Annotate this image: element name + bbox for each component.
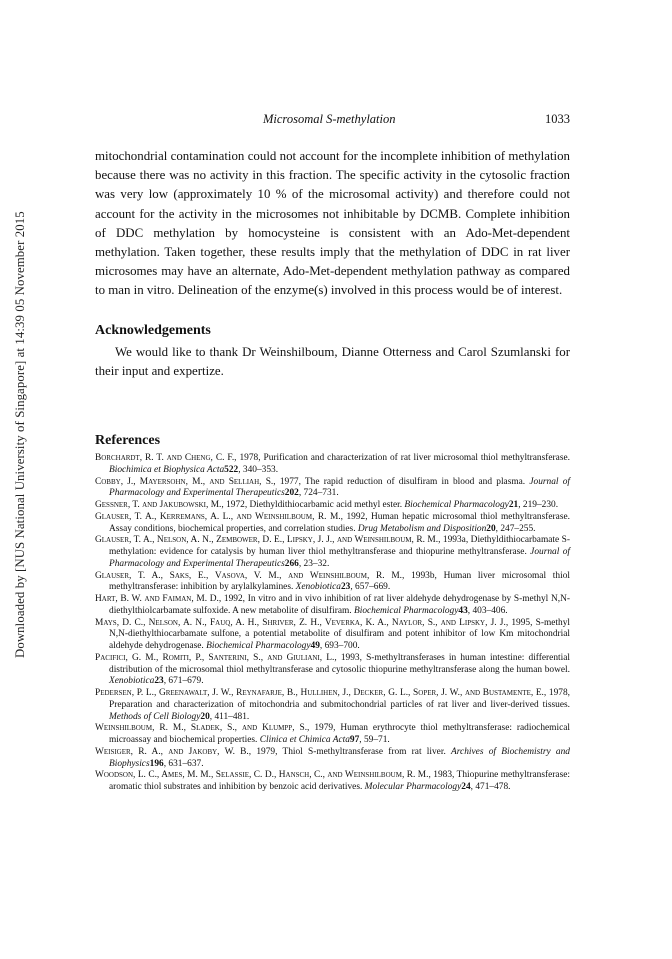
reference-title: , 1992, Human hepatic microsomal thiol methyltransferase. Assay conditions, biochemical properties, and correlation studies. [109,511,570,534]
reference-item [95,453,570,477]
reference-pages: , 23–32. [298,558,330,569]
reference-pages: , 403–406. [467,605,508,616]
reference-volume: 24 [461,782,471,792]
reference-item [95,653,570,688]
reference-item [95,747,570,771]
reference-authors: Mays, D. C., Nelson, A. N., Fauq, A. H., Shriver, Z. H., Veverka, K. A., Naylor, S., and Lipsky, J. J. [95,617,506,628]
reference-journal: Biochimica et Biophysica Acta [109,464,225,475]
reference-item [95,594,570,618]
reference-journal: Journal of Pharmacology and Experimental Therapeutics [109,476,571,499]
reference-authors: Woodson, L. C., Ames, M. M., Selassie, C. D., Hansch, C., and Weinshilboum, R. M. [95,770,429,781]
reference-journal: Methods of Cell Biology [109,711,201,722]
reference-pages: , 247–255. [495,523,536,534]
reference-pages: , 340–353. [238,464,279,475]
reference-pages: , 657–669. [350,582,391,593]
reference-pages: , 724–731. [298,488,339,499]
reference-title: , 1978, Preparation and characterization of mitochondria and submitochondrial particles of rat liver and liver-derived tissues. [109,688,570,710]
acknowledgements-heading: Acknowledgements [95,323,211,338]
reference-authors: Gessner, T. and Jakubowski, M. [95,500,222,510]
body-paragraph: mitochondrial contamination could not account for the incomplete inhibition of methylation because there was no activity in this fraction. The specific activity in the cytosolic fraction was very low (approximately 10 % of the microsomal activity) and therefore could not account for the activity in the microsomes not inhibitable by DCMB. Complete inhibition of DDC methylation by homocysteine is consistent with an Ado-Met-dependent methylation. Taken together, these results imply that the methylation of DDC in rat liver microsomes may have an alternate, Ado-Met-dependent methylation pathway as compared to man in vitro. Delineation of the enzyme(s) involved in this process would be of interest. [95,149,570,298]
reference-item [95,723,570,747]
reference-item [95,688,570,723]
reference-volume: 21 [508,500,519,510]
reference-authors: Borchardt, R. T. and Cheng, C. F. [95,453,235,463]
reference-item [95,770,570,794]
running-title: Microsomal S-methylation [263,112,396,126]
reference-item [95,535,570,570]
reference-list [95,453,570,794]
reference-title: , 1993a, Diethyldithiocarbamate S-methylation: evidence for catalysis by human liver thiol methyltransferase and thiopurine methyltransferase. [109,535,570,557]
reference-item [95,618,570,653]
reference-volume: 522 [224,464,239,475]
page-number: 1033 [545,112,570,126]
reference-volume: 23 [340,582,351,593]
reference-journal: Xenobiotica [295,582,341,593]
reference-volume: 266 [284,558,299,569]
reference-title: , 1977, The rapid reduction of disulfiram in blood and plasma. [273,476,530,487]
reference-title: , 1979, Human erythrocyte thiol methyltransferase: radiochemical microassay and biochemical properties. [109,723,571,745]
reference-pages: , 671–679. [163,676,204,687]
download-watermark: Downloaded by [NUS National University of Singapore] at 14:39 05 November 2015 [13,211,27,658]
reference-journal: Clinica et Chimica Acta [259,735,350,745]
reference-journal: Xenobiotica [109,676,155,687]
reference-pages: , 471–478. [470,782,511,792]
reference-journal: Biochemical Pharmacology [206,641,311,651]
reference-journal: Archives of Biochemistry and Biophysics [109,746,570,769]
reference-item [95,571,570,595]
reference-item [95,477,570,501]
reference-pages: , 693–700. [319,641,360,651]
reference-volume: 20 [486,523,496,534]
reference-title: , 1978, Purification and characterization of rat liver microsomal thiol methyltransferase. [234,453,570,463]
reference-authors: Glauser, T. A., Nelson, A. N., Zembower, D. E., Lipsky, J. J., and Weinshilboum, R. M. [95,535,439,546]
reference-title: , 1993, S-methyltransferases in human intestine: differential distribution of the microsomal thiol methyltransferase and cytosolic thiopurine methyltransferase along the human bowel. [109,652,570,675]
reference-volume: 20 [200,711,210,722]
reference-authors: Glauser, T. A., Saks, E., Vasova, V. M., and Weinshilboum, R. M. [95,570,403,581]
reference-pages: , 631–637. [163,758,204,769]
reference-journal: Biochemical Pharmacology [354,605,459,616]
reference-volume: 49 [310,641,320,651]
reference-authors: Pedersen, P. L., Greenawalt, J. W., Reynafarje, B., Hullihen, J., Decker, G. L., Soper, J. W., and Bustamente, E. [95,688,544,698]
reference-authors: Glauser, T. A., Kerremans, A. L., and Weinshilboum, R. M. [95,511,341,522]
reference-journal: Molecular Pharmacology [364,782,462,792]
reference-volume: 43 [458,605,468,616]
reference-journal: Biochemical Pharmacology [404,500,509,510]
reference-authors: Weisiger, R. A., and Jakoby, W. B. [95,746,249,757]
reference-authors: Weinshilboum, R. M., Sladek, S., and Klumpp, S. [95,723,308,734]
reference-item [95,512,570,536]
reference-volume: 97 [349,735,360,745]
reference-journal: Drug Metabolism and Disposition [357,523,487,534]
reference-volume: 202 [284,488,299,499]
reference-journal: Journal of Pharmacology and Experimental Therapeutics [109,547,570,569]
page-header [95,112,570,130]
reference-pages: , 219–230. [518,500,559,510]
reference-authors: Pacifici, G. M., Romiti, P., Santerini, S., and Giuliani, L. [95,652,335,663]
reference-title: , 1979, Thiol S-methyltransferase from rat liver. [248,746,452,757]
acknowledgements-text: We would like to thank Dr Weinshilboum, Dianne Otterness and Carol Szumlanski for their input and expertize. [95,345,570,378]
reference-item [95,500,570,512]
reference-title: , 1972, Diethyldithiocarbamic acid methyl ester. [221,500,405,510]
reference-authors: Cobby, J., Mayersohn, M., and Selliah, S. [95,476,274,487]
reference-volume: 23 [154,676,164,687]
reference-title: , 1992, In vitro and in vivo inhibition of rat liver aldehyde dehydrogenase by S-methyl N,N-diethylthiolcarbamate sulfoxide. A new metabolite of disulfiram. [109,594,570,616]
reference-authors: Hart, B. W. and Faiman, M. D. [95,594,219,604]
reference-volume: 196 [149,758,164,769]
reference-title: , 1993b, Human liver microsomal thiol methyltransferase: inhibition by arylalkylamines. [109,570,570,593]
reference-title: , 1995, S-methyl N,N-diethylthiocarbamate sulfone, a potential metabolite of disulfiram and potent inhibitor of low Km mitochondrial aldehyde dehydrogenase. [109,617,570,651]
references-heading: References [95,433,161,448]
reference-pages: , 59–71. [359,735,390,745]
reference-pages: , 411–481. [209,711,250,722]
reference-title: , 1983, Thiopurine methyltransferase: aromatic thiol substrates and inhibition by benzoic acid derivatives. [109,770,570,792]
